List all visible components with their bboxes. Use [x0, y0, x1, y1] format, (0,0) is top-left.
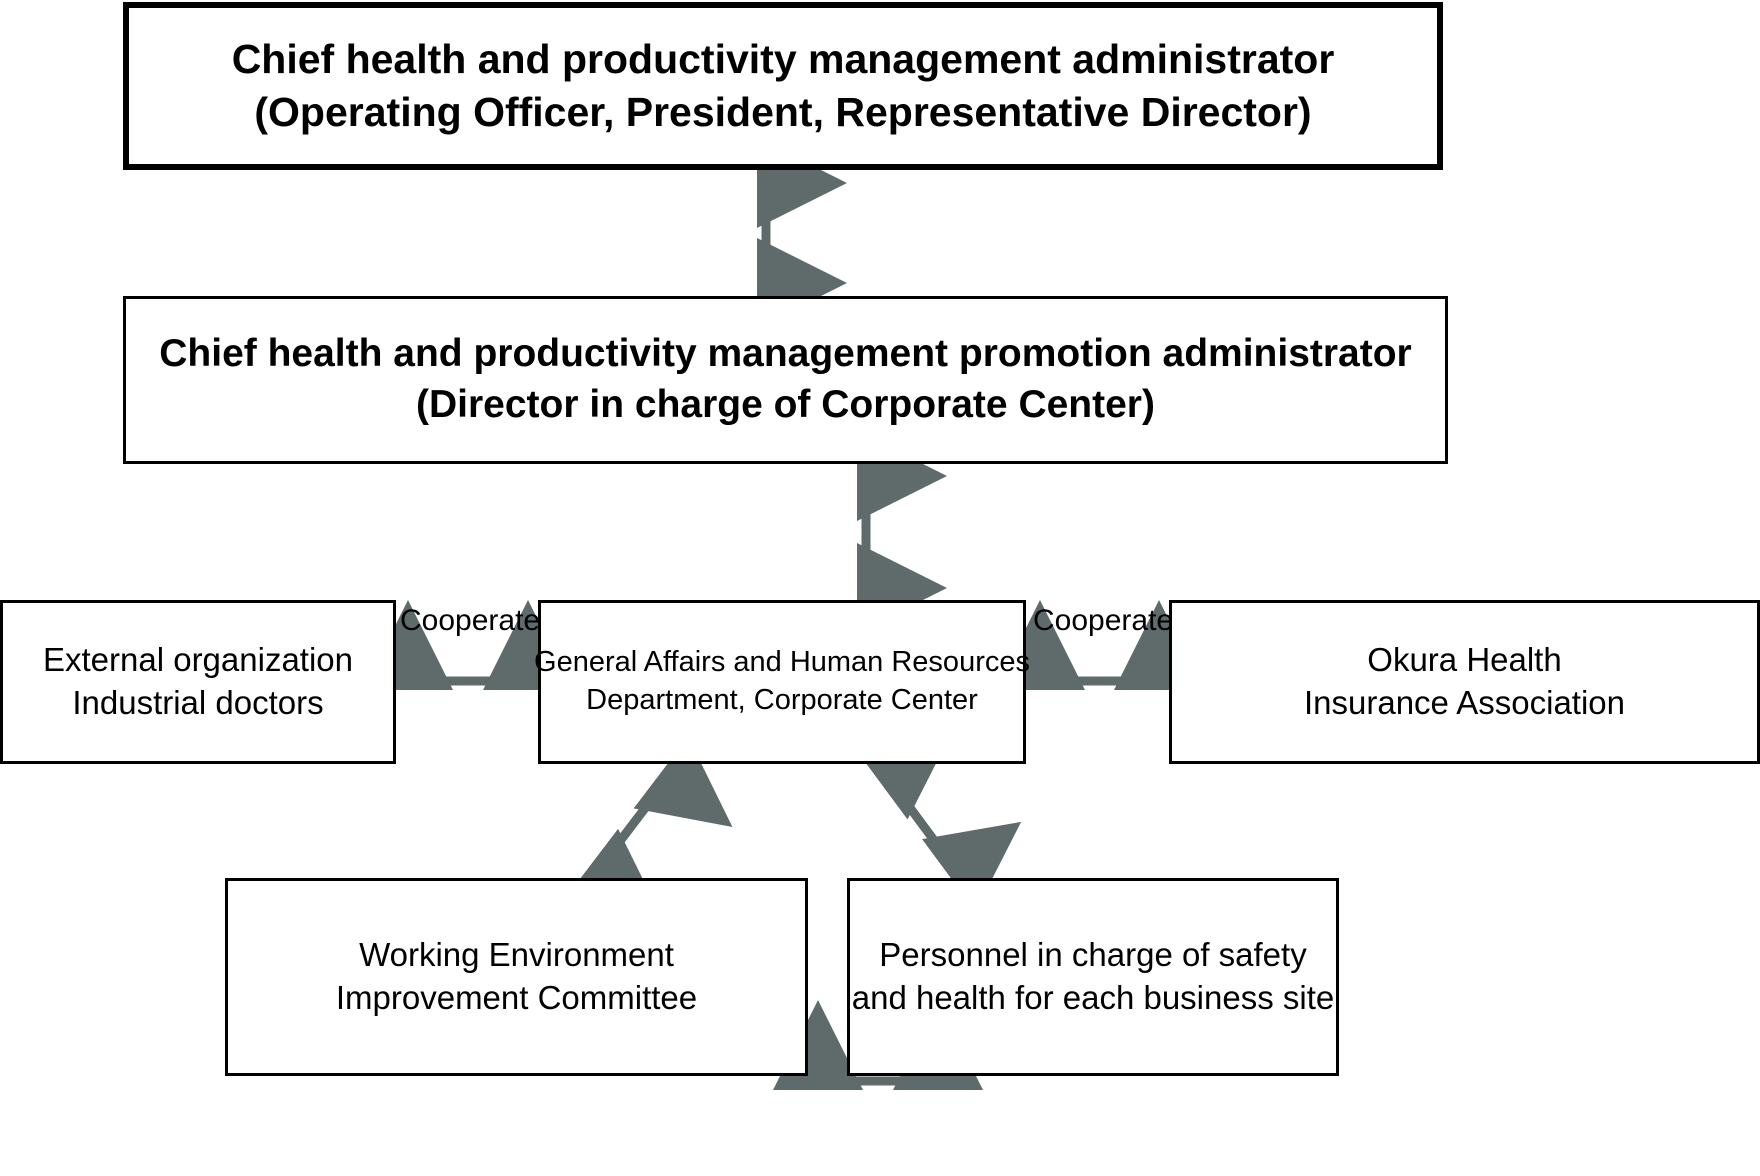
node-general-affairs-line2: Department, Corporate Center — [586, 684, 978, 716]
node-chief-admin-line2: (Operating Officer, President, Representative Director) — [254, 89, 1312, 135]
node-external-org-line1: External organization — [42, 641, 354, 679]
node-chief-health-productivity-management-administrator — [123, 2, 1443, 170]
node-chief-admin-line1: Chief health and productivity management administrator — [231, 35, 1335, 82]
connector-general-to-site-personnel — [888, 778, 956, 870]
node-working-env-line2: Improvement Committee — [335, 979, 698, 1016]
connector-general-to-working-env — [598, 778, 668, 870]
node-general-affairs-line1: General Affairs and Human Resources — [534, 646, 1030, 679]
node-site-personnel-line1: Personnel in charge of safety — [879, 936, 1307, 974]
node-external-org-line2: Industrial doctors — [72, 684, 324, 721]
node-okura-health-line2: Insurance Association — [1303, 684, 1626, 721]
node-site-personnel-line2: and health for each business site — [851, 979, 1335, 1016]
node-promotion-admin-line2: (Director in charge of Corporate Center) — [416, 383, 1155, 426]
node-working-environment-improvement-committee — [225, 878, 808, 1076]
node-working-env-line1: Working Environment — [359, 936, 674, 974]
node-promotion-admin-line1: Chief health and productivity management promotion administrator — [159, 332, 1412, 376]
node-chief-health-productivity-management-promotion-administrator — [123, 296, 1448, 464]
node-external-organization-industrial-doctors — [0, 600, 396, 764]
node-okura-health-insurance-association — [1169, 600, 1760, 764]
node-personnel-in-charge-of-safety-and-health — [847, 878, 1339, 1076]
edge-label-cooperate-left: Cooperate — [400, 604, 541, 637]
edge-label-cooperate-right: Cooperate — [1033, 604, 1174, 637]
node-okura-health-line1: Okura Health — [1367, 641, 1562, 679]
node-general-affairs-and-human-resources-department — [534, 600, 1030, 764]
